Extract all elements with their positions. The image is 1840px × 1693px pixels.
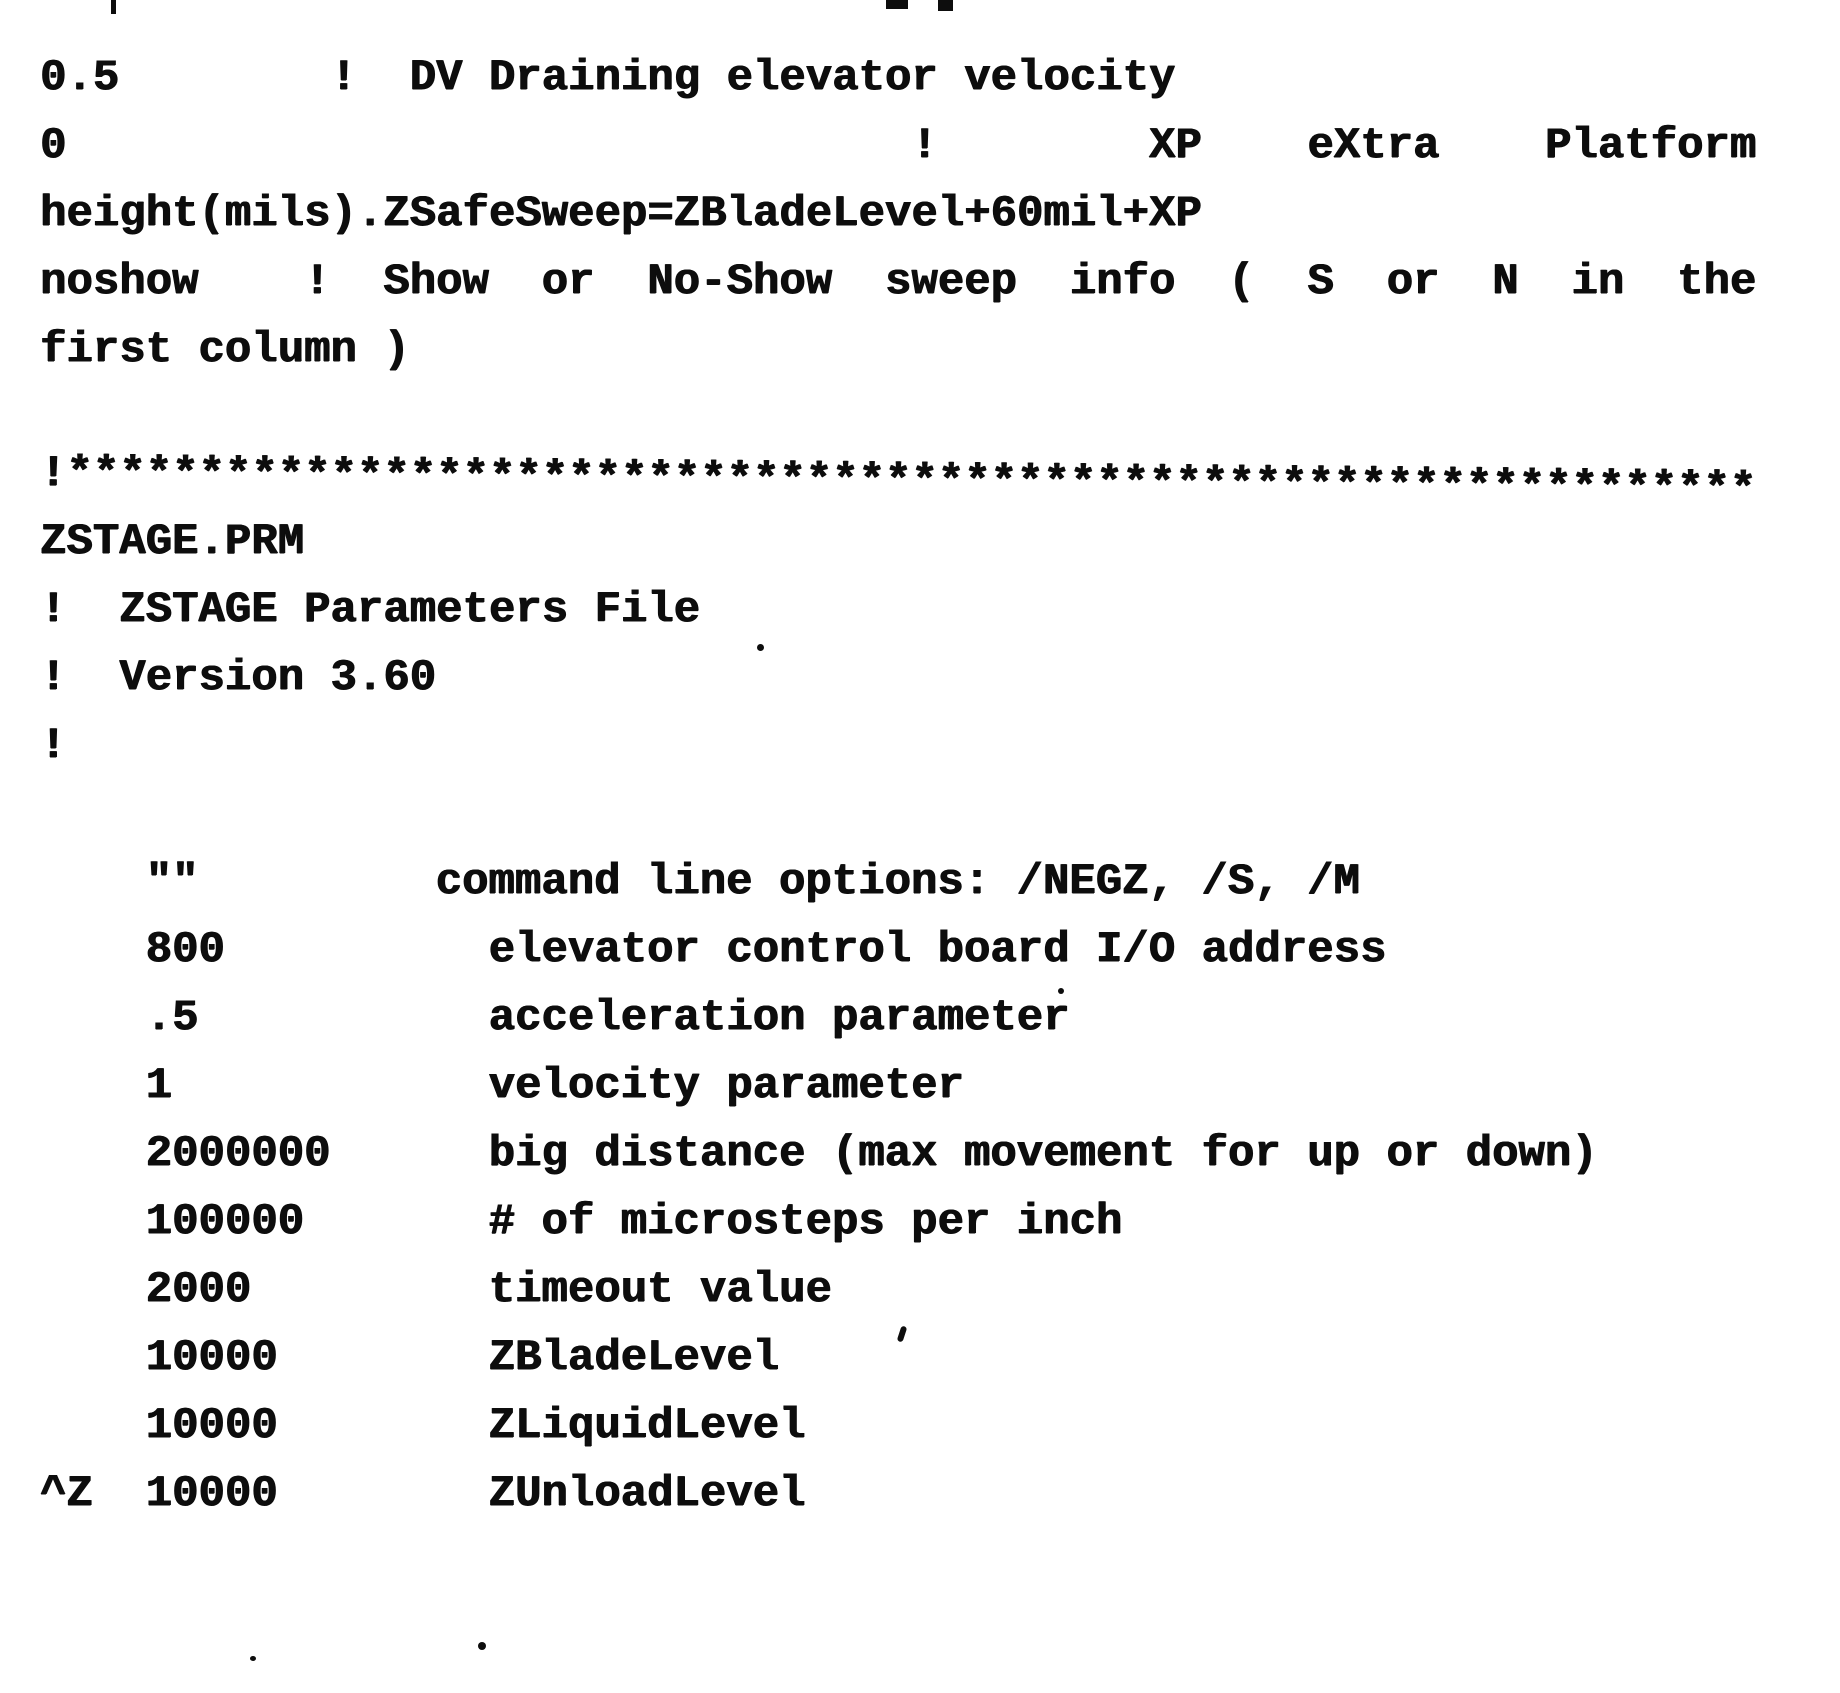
parameter-value: 10000 xyxy=(145,1469,278,1519)
parameter-value: .5 xyxy=(145,993,199,1043)
cut-off-line-artifact xyxy=(886,0,908,9)
config-line-extra-platform: 0 ! XP eXtra Platform xyxy=(40,121,1757,171)
parameter-description: command line options: /NEGZ, /S, /M xyxy=(435,857,1360,907)
cut-off-line-artifact xyxy=(938,0,953,11)
parameter-value: 2000000 xyxy=(145,1129,331,1179)
parameter-value: 10000 xyxy=(145,1401,278,1451)
file-version-line: ! Version 3.60 xyxy=(40,653,437,703)
parameter-description: acceleration parameter xyxy=(488,993,1070,1043)
parameter-description: big distance (max movement for up or down) xyxy=(488,1129,1598,1179)
parameter-value: 10000 xyxy=(145,1333,278,1383)
parameter-description: timeout value xyxy=(488,1265,832,1315)
parameter-value: 2000 xyxy=(145,1265,252,1315)
parameter-value: 100000 xyxy=(145,1197,305,1247)
parameter-row-command-options xyxy=(40,780,1756,907)
parameter-description: ZUnloadLevel xyxy=(488,1469,806,1519)
parameter-description: ZLiquidLevel xyxy=(488,1401,806,1451)
file-listing xyxy=(40,44,1756,1528)
parameter-description: elevator control board I/O address xyxy=(488,925,1387,975)
parameter-value: "" xyxy=(145,857,199,907)
parameter-description: # of microsteps per inch xyxy=(488,1197,1123,1247)
config-line-draining-velocity: 0.5 ! DV Draining elevator velocity xyxy=(40,53,1176,103)
parameter-value: 1 xyxy=(145,1061,173,1111)
separator-line: !**************************************************************** xyxy=(39,449,1757,516)
eof-marker: ^Z xyxy=(40,1469,93,1519)
parameter-description: velocity parameter xyxy=(488,1061,964,1111)
scan-artifact xyxy=(250,1656,256,1661)
config-line-noshow: noshow ! Show or No-Show sweep info ( S or N in the xyxy=(40,257,1757,307)
config-line-safesweep-formula: height(mils).ZSafeSweep=ZBladeLevel+60mil+XP xyxy=(40,189,1202,239)
parameter-description: ZBladeLevel xyxy=(488,1333,780,1383)
config-line-noshow-wrap: first column ) xyxy=(40,325,410,375)
parameter-value: 800 xyxy=(145,925,225,975)
scan-artifact xyxy=(478,1642,486,1650)
file-title-line: ! ZSTAGE Parameters File xyxy=(40,585,701,635)
cut-off-line-artifact xyxy=(111,0,116,14)
comment-blank-line: ! xyxy=(40,721,67,771)
file-name-line: ZSTAGE.PRM xyxy=(40,517,305,567)
